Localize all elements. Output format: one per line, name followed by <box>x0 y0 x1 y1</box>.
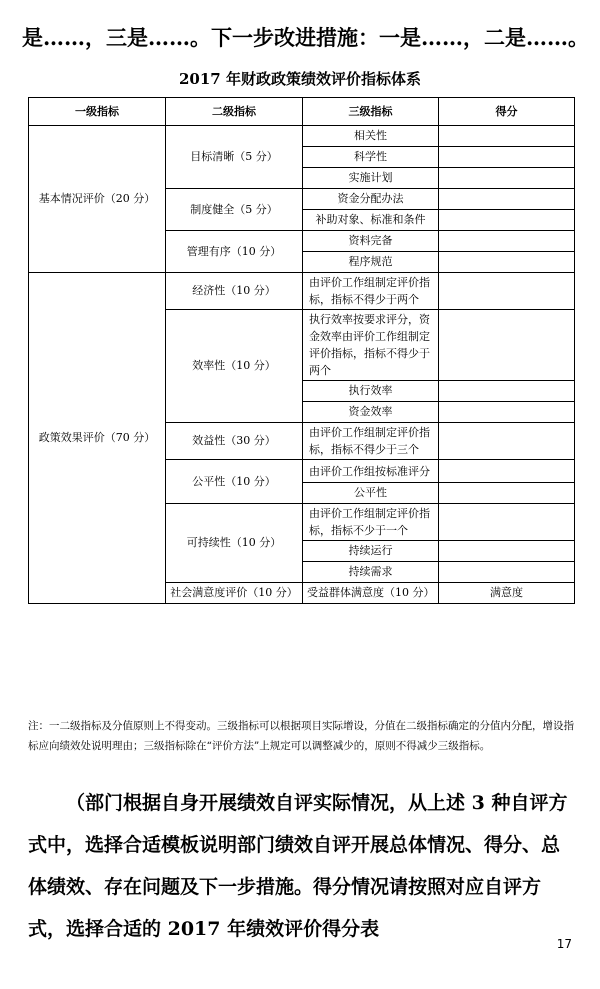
level3-cell: 科学性 <box>303 147 439 168</box>
score-cell <box>439 147 575 168</box>
level3-cell: 补助对象、标准和条件 <box>303 210 439 231</box>
score-cell <box>439 168 575 189</box>
level3-cell: 持续运行 <box>303 541 439 562</box>
level2-cell: 管理有序（10 分） <box>166 231 303 273</box>
level3-cell: 执行效率按要求评分，资金效率由评价工作组制定评价指标，指标不得少于两个 <box>303 310 439 381</box>
level2-cell: 可持续性（10 分） <box>166 504 303 583</box>
score-cell <box>439 541 575 562</box>
level2-cell: 受益群体满意度（10 分） <box>303 583 439 604</box>
score-cell <box>439 423 575 460</box>
level3-cell: 实施计划 <box>303 168 439 189</box>
level2-cell: 效率性（10 分） <box>166 310 303 423</box>
page-number: 17 <box>556 937 572 951</box>
level3-cell: 由评价工作组制定评价指标，指标不少于一个 <box>303 504 439 541</box>
level2-cell: 目标清晰（5 分） <box>166 126 303 189</box>
header-score: 得分 <box>439 98 575 126</box>
score-cell <box>439 460 575 483</box>
score-cell <box>439 252 575 273</box>
table-row <box>29 126 575 147</box>
level2-cell: 效益性（30 分） <box>166 423 303 460</box>
level3-cell: 由评价工作组制定评价指标，指标不得少于两个 <box>303 273 439 310</box>
score-cell <box>439 126 575 147</box>
score-cell <box>439 381 575 402</box>
level3-cell: 相关性 <box>303 126 439 147</box>
level1-cell: 政策效果评价（70 分） <box>29 273 166 604</box>
score-cell <box>439 562 575 583</box>
level3-cell: 持续需求 <box>303 562 439 583</box>
score-cell <box>439 402 575 423</box>
level3-cell: 资金分配办法 <box>303 189 439 210</box>
level1-cell: 基本情况评价（20 分） <box>29 126 166 273</box>
score-cell <box>439 189 575 210</box>
score-cell <box>439 210 575 231</box>
body-paragraph <box>28 782 573 950</box>
table-row <box>29 273 575 310</box>
level3-cell: 执行效率 <box>303 381 439 402</box>
level3-cell: 资料完备 <box>303 231 439 252</box>
score-cell <box>439 504 575 541</box>
table-title: 2017 年财政政策绩效评价指标体系 <box>179 70 421 88</box>
top-text-line: 是……，三是……。下一步改进措施：一是……，二是……。 <box>22 25 589 50</box>
level3-cell: 程序规范 <box>303 252 439 273</box>
score-cell <box>439 483 575 504</box>
indicator-table <box>28 97 575 604</box>
score-cell <box>439 273 575 310</box>
level3-cell: 由评价工作组按标准评分 <box>303 460 439 483</box>
level2-cell: 经济性（10 分） <box>166 273 303 310</box>
level3-cell: 由评价工作组制定评价指标，指标不得少于三个 <box>303 423 439 460</box>
header-level1: 一级指标 <box>29 98 166 126</box>
table-note: 注：一二级指标及分值原则上不得变动。三级指标可以根据项目实际增设，分值在二级指标确定的分值内分配，增设指标应向绩效处说明理由；三级指标除在“评价方法”上规定可以调整减少的，原则不得减少三级指标。 <box>28 720 574 752</box>
paragraph-text: （部门根据自身开展绩效自评实际情况，从上述 3 种自评方式中，选择合适模板说明部门绩效自评开展总体情况、得分、总体绩效、存在问题及下一步措施。得分情况请按照对应自评方式，选择合适的 2017 年绩效评价得分表 <box>28 792 568 940</box>
level1-cell: 社会满意度评价（10 分） <box>166 583 303 604</box>
level3-cell: 满意度 <box>439 583 575 604</box>
level3-cell: 资金效率 <box>303 402 439 423</box>
header-level2: 二级指标 <box>166 98 303 126</box>
level3-cell: 公平性 <box>303 483 439 504</box>
score-cell <box>439 310 575 381</box>
level2-cell: 公平性（10 分） <box>166 460 303 504</box>
header-level3: 三级指标 <box>303 98 439 126</box>
score-cell <box>439 231 575 252</box>
level2-cell: 制度健全（5 分） <box>166 189 303 231</box>
table-header-row <box>29 98 575 126</box>
